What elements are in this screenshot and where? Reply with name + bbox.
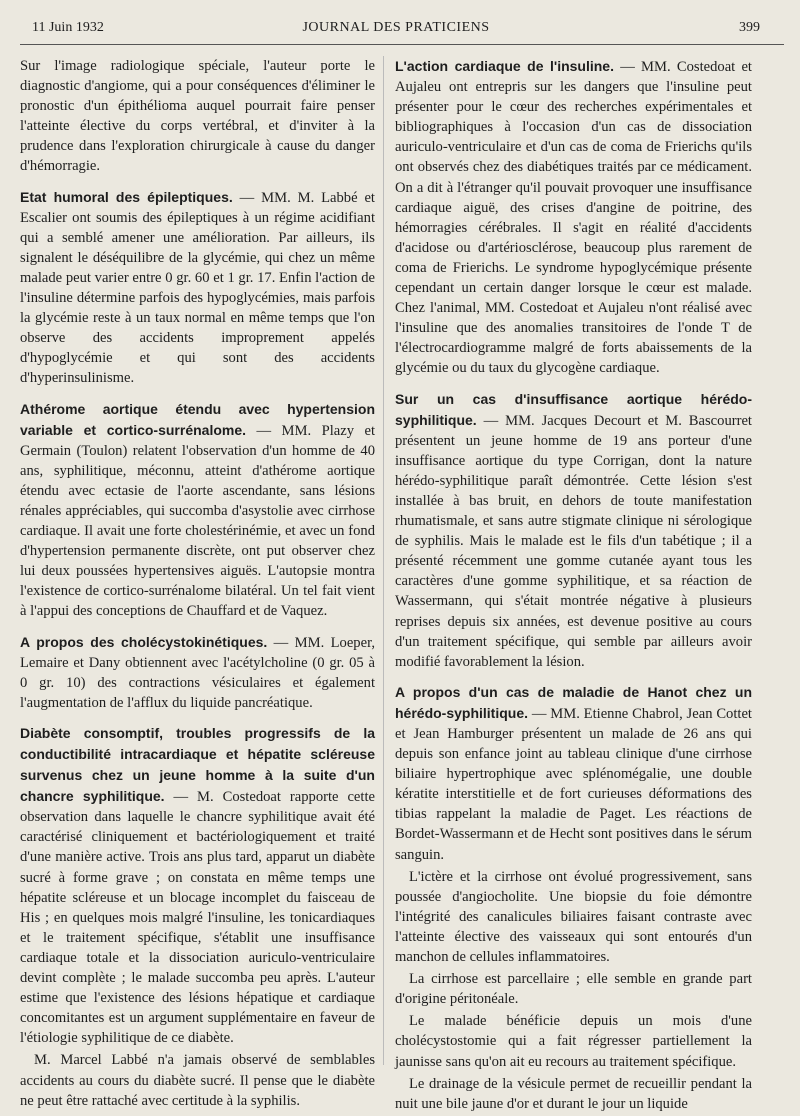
article-body: Le malade bénéficie depuis un mois d'une cholécystostomie qui a fait régresser partiellement la jaunisse sans qu'on ait eu recours au traitement spécifique. — [395, 1013, 752, 1070]
article-title: A propos d'un cas de maladie de Hanot chez un hérédo-syphilitique. — [395, 683, 752, 721]
article-body: — MM. Etienne Chabrol, Jean Cottet et Jean Hamburger présentent un malade de 26 ans qui depuis son enfance joint au tableau clinique d'une cirrhose biliaire hypertrophique avec splénomégalie, une double kératite interstitielle et de fort curieuses déformations des tibias rappelant la maladie de Paget. Les réactions de Bordet-Wassermann et de Hecht sont positives dans le sérum sanguin. — [395, 705, 752, 863]
article-title: Etat humoral des épileptiques. — [20, 188, 233, 205]
article-body: — MM. Plazy et Germain (Toulon) relatent l'observation d'un homme de 40 ans, syphilitique, méconnu, atteint d'athérome aortique étendu avec ectasie de l'aorte ascendante, sans lésions rénales appréciables, qui succomba d'asystolie avec cirrhose cardiaque. Il avait une forte cholestérinémie, et avec un fond d'hypertension permanente discrète, ont put observer chez lui deux poussées hypertensives aiguës. L'autopsie montra l'existence de cortico-surrénalome bilatéral. Un tel fait vient à l'appui des conceptions de Chauffard et de Vaquez. — [20, 422, 375, 620]
article-body: — MM. Costedoat et Aujaleu ont entrepris sur les dangers que l'insuline peut présenter pour le cœur des recherches expérimentales et bibliographiques à l'occasion d'un cas de dissociation auriculo-ventriculaire et d'un cas de coma de Frierichs qu'ils ont observés chez des diabétiques traités par ce médicament. On a dit à l'étranger qu'il pouvait provoquer une insuffisance cardiaque aiguë, des crises d'angine de poitrine, des hémorragies cérébrales. Il s'agit en réalité d'accidents d'acidose ou d'artériosclérose, beaucoup plus rarement de coma de Frierichs. Le syndrome hypoglycémique présente cependant un certain danger lorsque le cœur est malade. Chez l'animal, MM. Costedoat et Aujaleu n'ont réalisé avec l'insuline que des anomalies transitoires de l'onde T de l'électrocardiogramme malgré de forts abaissements de la glycémie ou du taux du glycogène cardiaque. — [395, 59, 752, 377]
article-paragraph — [395, 56, 752, 379]
article-title: Athérome aortique étendu avec hypertension variable et cortico-surrénalome. — [20, 400, 375, 438]
journal-title: JOURNAL DES PRATICIENS — [302, 20, 490, 35]
article-body: L'ictère et la cirrhose ont évolué progressivement, sans poussée d'angiocholite. Une biopsie du foie démontre l'intégrité des canalicules biliaires faisant contraste avec l'atteinte élective des vaisseaux qui sont entourés d'un manchon de cellules inflammatoires. — [395, 868, 752, 966]
article-paragraph — [395, 969, 752, 1009]
article-body: — MM. Loeper, Lemaire et Dany obtiennent avec l'acétylcholine (0 gr. 05 à 0 gr. 10) des contractions vésiculaires et également l'augmentation de l'afflux du liquide pancréatique. — [20, 634, 375, 711]
article-title: Diabète consomptif, troubles progressifs de la conductibilité intracardiaque et hépatite scléreuse survenus chez un jeune homme à la suite d'un chancre syphilitique. — [20, 724, 375, 805]
running-header — [32, 20, 760, 42]
article-paragraph — [20, 632, 375, 713]
article-body: M. Marcel Labbé n'a jamais observé de semblables accidents au cours du diabète sucré. Il pense que le diabète ne peut être rattaché avec certitude à la syphilis. — [20, 1052, 375, 1109]
article-title: A propos des cholécystokinétiques. — [20, 633, 268, 650]
article-title: L'action cardiaque de l'insuline. — [395, 58, 614, 74]
article-paragraph — [20, 399, 375, 622]
article-body: Le drainage de la vésicule permet de recueillir pendant la nuit une bile jaune d'or et durant le jour un liquide — [395, 1075, 752, 1112]
article-paragraph — [395, 389, 752, 672]
article-paragraph — [395, 1011, 752, 1071]
article-paragraph — [20, 187, 375, 389]
header-rule — [20, 44, 784, 45]
article-paragraph — [395, 1074, 752, 1114]
article-body: — MM. M. Labbé et Escalier ont soumis des épileptiques à un régime acidifiant qui a semblé amener une amélioration. Par ailleurs, ils signalent le déséquilibre de la glycémie, qui chez un même malade peut varier entre 0 gr. 60 et 1 gr. 17. Enfin l'action de l'insuline détermine parfois des hypoglycémies, mais parfois la glycémie reste à un taux normal en même temps que l'on observe des accidents improprement appelés d'hypoglycémie et qui sont des accidents d'hyperinsulinisme. — [20, 189, 375, 387]
left-column — [20, 56, 375, 1113]
article-body: — MM. Jacques Decourt et M. Bascourret présentent un jeune homme de 19 ans porteur d'une insuffisance aortique du type Corrigan, dont la nature hérédo-syphilitique paraît démontrée. Cette lésion s'est installée à bas bruit, en dehors de toute manifestation rhumatismale, et sans autre stigmate clinique ni sérologique de syphilis. Mais le malade est le fils d'un tabétique ; il a présenté récemment une gomme cutanée ayant tous les caractères d'une gomme syphilitique, et sa réaction de Wassermann, qui s'était montrée négative à plusieurs reprises depuis six années, est devenue positive au cours d'un traitement spécifique, qui semble par ailleurs avoir modifié favorablement la lésion. — [395, 412, 752, 670]
article-body: La cirrhose est parcellaire ; elle semble en grande part d'origine péritonéale. — [395, 971, 752, 1008]
article-title: Sur un cas d'insuffisance aortique hérédo-syphilitique. — [395, 390, 752, 428]
issue-date: 11 Juin 1932 — [32, 20, 104, 35]
article-paragraph — [395, 867, 752, 967]
article-paragraph: Sur l'image radiologique spéciale, l'auteur porte le diagnostic d'angiome, qui a pour conséquences d'éliminer le pronostic d'un épithélioma auquel pourrait faire penser l'atteinte élective du corps vertébral, et d'inviter à la prudence dans l'exploration chirurgicale à cause du danger d'hémorragie. — [20, 58, 375, 175]
article-paragraph — [395, 682, 752, 865]
right-column — [395, 56, 752, 1116]
column-divider — [383, 56, 384, 1065]
article-body: — M. Costedoat rapporte cette observation dans laquelle le chancre syphilitique avait été caractérisé cliniquement et bactériologiquement et traité d'une manière active. Trois ans plus tard, apparut un diabète sucré à forme grave ; on constata en même temps une hépatite scléreuse et un blocage incomplet du faisceau de His ; en quelques mois malgré l'insuline, les tonicardiaques et le traitement spécifique, s'établit une insuffisance cardiaque totale et la dissociation auriculo-ventriculaire devint complète ; le malade succomba peu après. L'auteur estime que l'existence des lésions hépatique et cardiaque concomitantes est un argument supplémentaire en faveur de l'étiologie syphilitique de ce diabète. — [20, 789, 375, 1047]
article-paragraph — [20, 1050, 375, 1110]
page-number: 399 — [739, 20, 760, 35]
article-paragraph — [20, 723, 375, 1049]
